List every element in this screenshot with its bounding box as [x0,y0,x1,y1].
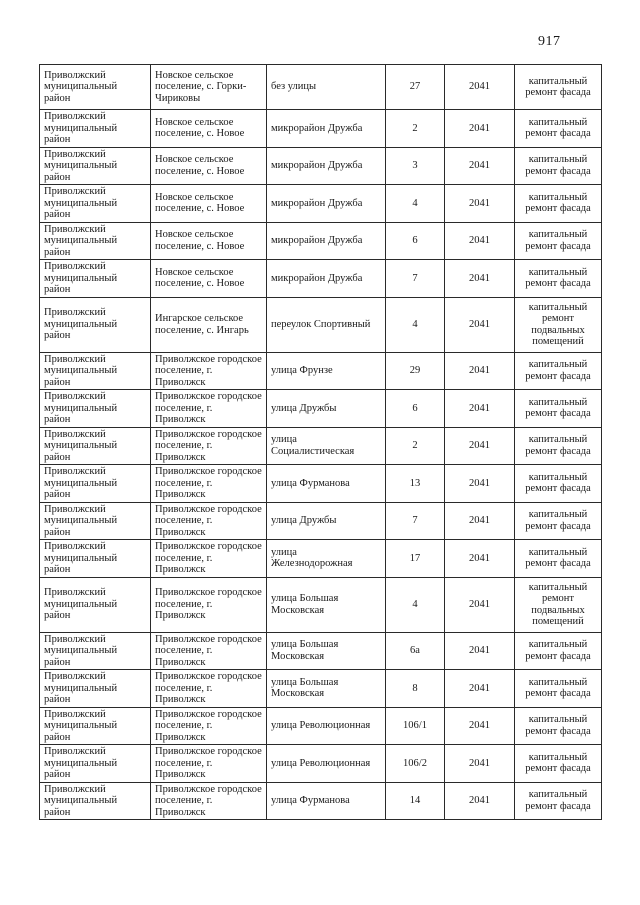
year-cell: 2041 [445,782,515,820]
table-row [40,390,602,428]
table-row [40,577,602,632]
table-row [40,297,602,352]
settlement-cell: Приволжское городское поселение, г. Приволжск [151,465,267,503]
settlement-cell: Новское сельское поселение, с. Новое [151,185,267,223]
street-cell: улица Железнодорожная [267,540,386,578]
year-cell: 2041 [445,577,515,632]
work-type-cell: капитальный ремонт фасада [515,65,602,110]
work-type-cell: капитальный ремонт фасада [515,540,602,578]
district-cell: Приволжский муниципальный район [40,65,151,110]
settlement-cell: Приволжское городское поселение, г. Приволжск [151,632,267,670]
settlement-cell: Приволжское городское поселение, г. Приволжск [151,782,267,820]
table-row [40,110,602,148]
table-row [40,707,602,745]
house-number-cell: 6а [386,632,445,670]
street-cell: улица Социалистическая [267,427,386,465]
house-number-cell: 14 [386,782,445,820]
district-cell: Приволжский муниципальный район [40,577,151,632]
house-number-cell: 4 [386,297,445,352]
street-cell: микрорайон Дружба [267,147,386,185]
work-type-cell: капитальный ремонт фасада [515,707,602,745]
year-cell: 2041 [445,390,515,428]
house-number-cell: 2 [386,427,445,465]
work-type-cell: капитальный ремонт фасада [515,782,602,820]
work-type-cell: капитальный ремонт фасада [515,260,602,298]
settlement-cell: Приволжское городское поселение, г. Приволжск [151,352,267,390]
house-number-cell: 2 [386,110,445,148]
street-cell: микрорайон Дружба [267,185,386,223]
table-row [40,745,602,783]
house-number-cell: 106/2 [386,745,445,783]
street-cell: переулок Спортивный [267,297,386,352]
street-cell: улица Фрунзе [267,352,386,390]
year-cell: 2041 [445,65,515,110]
work-type-cell: капитальный ремонт фасада [515,222,602,260]
district-cell: Приволжский муниципальный район [40,540,151,578]
year-cell: 2041 [445,147,515,185]
year-cell: 2041 [445,260,515,298]
year-cell: 2041 [445,670,515,708]
table-row [40,65,602,110]
settlement-cell: Приволжское городское поселение, г. Приволжск [151,670,267,708]
house-number-cell: 29 [386,352,445,390]
settlement-cell: Новское сельское поселение, с. Новое [151,147,267,185]
settlement-cell: Приволжское городское поселение, г. Приволжск [151,502,267,540]
work-type-cell: капитальный ремонт фасада [515,502,602,540]
work-type-cell: капитальный ремонт фасада [515,632,602,670]
settlement-cell: Приволжское городское поселение, г. Приволжск [151,745,267,783]
work-type-cell: капитальный ремонт фасада [515,185,602,223]
district-cell: Приволжский муниципальный район [40,707,151,745]
street-cell: без улицы [267,65,386,110]
table-row [40,352,602,390]
year-cell: 2041 [445,502,515,540]
table-row [40,465,602,503]
street-cell: улица Дружбы [267,390,386,428]
settlement-cell: Приволжское городское поселение, г. Приволжск [151,390,267,428]
settlement-cell: Ингарское сельское поселение, с. Ингарь [151,297,267,352]
year-cell: 2041 [445,352,515,390]
district-cell: Приволжский муниципальный район [40,297,151,352]
district-cell: Приволжский муниципальный район [40,427,151,465]
street-cell: микрорайон Дружба [267,222,386,260]
settlement-cell: Новское сельское поселение, с. Горки-Чириковы [151,65,267,110]
street-cell: улица Революционная [267,707,386,745]
house-number-cell: 13 [386,465,445,503]
work-type-cell: капитальный ремонт фасада [515,147,602,185]
street-cell: улица Революционная [267,745,386,783]
work-type-cell: капитальный ремонт фасада [515,745,602,783]
settlement-cell: Приволжское городское поселение, г. Приволжск [151,427,267,465]
district-cell: Приволжский муниципальный район [40,782,151,820]
house-number-cell: 106/1 [386,707,445,745]
house-number-cell: 7 [386,260,445,298]
house-number-cell: 27 [386,65,445,110]
house-number-cell: 6 [386,222,445,260]
work-type-cell: капитальный ремонт подвальных помещений [515,297,602,352]
work-type-cell: капитальный ремонт фасада [515,110,602,148]
year-cell: 2041 [445,297,515,352]
district-cell: Приволжский муниципальный район [40,222,151,260]
settlement-cell: Новское сельское поселение, с. Новое [151,260,267,298]
work-type-cell: капитальный ремонт фасада [515,670,602,708]
work-type-cell: капитальный ремонт фасада [515,465,602,503]
district-cell: Приволжский муниципальный район [40,110,151,148]
house-number-cell: 4 [386,577,445,632]
street-cell: микрорайон Дружба [267,260,386,298]
table-row [40,427,602,465]
district-cell: Приволжский муниципальный район [40,352,151,390]
house-number-cell: 17 [386,540,445,578]
house-number-cell: 6 [386,390,445,428]
year-cell: 2041 [445,427,515,465]
table-row [40,632,602,670]
district-cell: Приволжский муниципальный район [40,632,151,670]
year-cell: 2041 [445,745,515,783]
house-number-cell: 4 [386,185,445,223]
district-cell: Приволжский муниципальный район [40,260,151,298]
street-cell: улица Дружбы [267,502,386,540]
table-row [40,260,602,298]
page-number: 917 [538,34,561,49]
table-row [40,502,602,540]
street-cell: микрорайон Дружба [267,110,386,148]
settlement-cell: Приволжское городское поселение, г. Приволжск [151,707,267,745]
district-cell: Приволжский муниципальный район [40,502,151,540]
district-cell: Приволжский муниципальный район [40,390,151,428]
district-cell: Приволжский муниципальный район [40,670,151,708]
table-row [40,782,602,820]
year-cell: 2041 [445,540,515,578]
district-cell: Приволжский муниципальный район [40,185,151,223]
work-type-cell: капитальный ремонт фасада [515,352,602,390]
year-cell: 2041 [445,465,515,503]
year-cell: 2041 [445,110,515,148]
settlement-cell: Приволжское городское поселение, г. Приволжск [151,577,267,632]
year-cell: 2041 [445,185,515,223]
year-cell: 2041 [445,632,515,670]
table-row [40,222,602,260]
house-number-cell: 7 [386,502,445,540]
table-row [40,147,602,185]
table-row [40,185,602,223]
street-cell: улица Фурманова [267,782,386,820]
house-number-cell: 8 [386,670,445,708]
street-cell: улица Фурманова [267,465,386,503]
work-type-cell: капитальный ремонт подвальных помещений [515,577,602,632]
street-cell: улица Большая Московская [267,577,386,632]
table-row [40,670,602,708]
settlement-cell: Приволжское городское поселение, г. Приволжск [151,540,267,578]
house-number-cell: 3 [386,147,445,185]
street-cell: улица Большая Московская [267,632,386,670]
year-cell: 2041 [445,707,515,745]
street-cell: улица Большая Московская [267,670,386,708]
settlement-cell: Новское сельское поселение, с. Новое [151,110,267,148]
housing-repair-table [39,64,602,820]
district-cell: Приволжский муниципальный район [40,745,151,783]
settlement-cell: Новское сельское поселение, с. Новое [151,222,267,260]
district-cell: Приволжский муниципальный район [40,465,151,503]
table-row [40,540,602,578]
work-type-cell: капитальный ремонт фасада [515,427,602,465]
work-type-cell: капитальный ремонт фасада [515,390,602,428]
year-cell: 2041 [445,222,515,260]
district-cell: Приволжский муниципальный район [40,147,151,185]
